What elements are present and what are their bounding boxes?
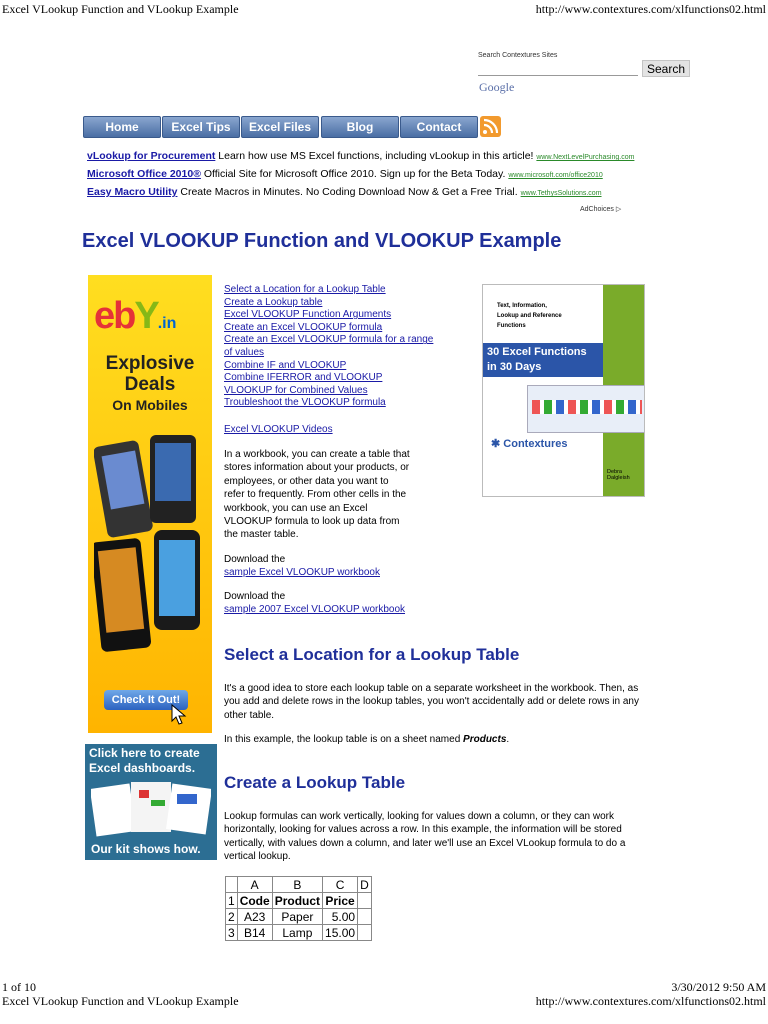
search-input[interactable] [478,60,638,76]
adchoices-icon: ▷ [615,206,622,213]
section-create-table-paragraph: Lookup formulas can work vertically, looking for values down a column, or they can work horizontally, looking for values across a row. In this example, the information will be stored vertically, with values down a column, and later we'll use an Excel VLookup formula to do a vertical lookup. [224,811,626,863]
header-url: http://www.contextures.com/xlfunctions02.html [535,2,766,16]
book-ad[interactable] [482,284,645,497]
google-logo: Google [479,80,515,94]
table-cell: A23 [237,909,272,925]
ad-row-2 [87,168,603,180]
section-heading-location: Select a Location for a Lookup Table [224,645,520,664]
ad-row-1 [87,150,634,162]
ad-2-url[interactable]: www.microsoft.com/office2010 [508,172,603,179]
phones-image [94,425,206,675]
toc-link[interactable]: Excel VLOOKUP Function Arguments [224,309,392,321]
ad-3-text: Create Macros in Minutes. No Coding Download Now & Get a Free Trial. [180,186,518,198]
table-row [226,925,372,941]
search-button[interactable]: Search [642,60,690,77]
table-cell: 1 [226,893,238,909]
table-cell: D [358,877,372,893]
dashboard-banner-ad[interactable] [85,744,217,860]
table-cell: Price [323,893,358,909]
table-row [226,909,372,925]
ad-2-text: Official Site for Microsoft Office 2010. Sign up for the Beta Today. [203,168,506,180]
table-cell: Code [237,893,272,909]
ad-3-url[interactable]: www.TethysSolutions.com [520,190,602,197]
toc-link[interactable]: Combine IF and VLOOKUP [224,359,347,371]
ad-1-text: Learn how use MS Excel functions, including vLookup in this article! [218,150,534,162]
book-brand: ✱ Contextures [491,438,568,450]
toc-link[interactable]: of values [224,346,265,358]
section-location-note: In this example, the lookup table is on a sheet named Products. [224,734,510,745]
toc-link[interactable]: Select a Location for a Lookup Table [224,284,386,295]
table-cell [358,909,372,925]
book-screenshot [527,385,645,433]
adchoices-link[interactable] [580,205,621,213]
ad-1-title[interactable]: vLookup for Procurement [87,150,216,162]
cursor-icon [170,703,188,727]
nav-excel-files-button[interactable]: Excel Files [241,116,319,138]
nav-home-button[interactable]: Home [83,116,161,138]
ad-1-url[interactable]: www.NextLevelPurchasing.com [536,154,635,161]
table-cell: B [272,877,322,893]
ebay-logo: ebY.in [94,295,177,337]
nav-blog-button[interactable]: Blog [321,116,399,138]
footer-url: http://www.contextures.com/xlfunctions02.html [535,994,766,1008]
table-cell [358,925,372,941]
table-cell: 5.00 [323,909,358,925]
ad-3-title[interactable]: Easy Macro Utility [87,186,178,198]
download-2007-sample-link[interactable]: sample 2007 Excel VLOOKUP workbook [224,604,406,616]
toc-link[interactable]: Create an Excel VLOOKUP formula for a range [224,334,434,346]
toc-link[interactable]: Create an Excel VLOOKUP formula [224,321,383,333]
toc-link[interactable]: Create a Lookup table [224,296,323,308]
intro-paragraph: In a workbook, you can create a table that stores information about your products, or employees, or other data you want to refer to frequently. From other cells in the workbook, you can use an Excel VLOOKUP formula to look up data from the master table. [224,449,410,541]
rss-icon[interactable] [480,116,501,137]
ad-2-title[interactable]: Microsoft Office 2010® [87,168,201,180]
nav-contact-button[interactable]: Contact [400,116,478,138]
lookup-table [225,876,372,941]
section-location-paragraph: It's a good idea to store each lookup table on a separate worksheet in the workbook. Then, as you add and delete rows in the lookup tables, you won't accidentally add or delete rows in any other table. [224,683,639,721]
ebay-headline: Explosive Deals On Mobiles [105,353,195,413]
table-of-contents [224,284,433,410]
table-cell: C [323,877,358,893]
table-cell: Lamp [272,925,322,941]
table-cell: 15.00 [323,925,358,941]
page-title: Excel VLOOKUP Function and VLOOKUP Example [82,230,562,252]
toc-link[interactable]: Troubleshoot the VLOOKUP formula [224,397,386,409]
table-cell: 3 [226,925,238,941]
footer-title: Excel VLookup Function and VLookup Example [2,994,239,1008]
ebay-check-it-out-button[interactable]: Check It Out! [104,690,188,710]
dash-ad-headline: Click here to create Excel dashboards. [89,746,200,775]
table-row [226,893,372,909]
toc-link[interactable]: VLOOKUP for Combined Values [224,384,368,396]
header-title: Excel VLookup Function and VLookup Example [2,2,239,16]
download-sample: Download the sample Excel VLOOKUP workbook [224,554,380,579]
nav-excel-tips-button[interactable]: Excel Tips [162,116,240,138]
ebay-banner-ad[interactable] [88,275,212,733]
table-cell: Product [272,893,322,909]
footer-datetime: 3/30/2012 9:50 AM [671,980,766,994]
adchoices-label: AdChoices [580,206,614,213]
table-cell: B14 [237,925,272,941]
book-author: Debra Dalgleish [607,469,630,481]
table-cell: Paper [272,909,322,925]
ad-row-3 [87,186,602,198]
dash-ad-tagline: Our kit shows how. [91,842,201,856]
table-cell: A [237,877,272,893]
table-cell [226,877,238,893]
table-cell: 2 [226,909,238,925]
videos-link[interactable]: Excel VLOOKUP Videos [224,424,333,435]
section-heading-create-table: Create a Lookup Table [224,773,406,792]
footer-page-count: 1 of 10 [2,980,36,994]
table-cell [358,893,372,909]
download-sample-link[interactable]: sample Excel VLOOKUP workbook [224,567,380,579]
contextures-logo-icon: ✱ [491,438,501,450]
download-2007-sample: Download the sample 2007 Excel VLOOKUP workbook [224,591,406,616]
toc-link[interactable]: Combine IFERROR and VLOOKUP [224,372,383,384]
dashboard-image [91,778,211,838]
book-subtitle: Text, Information, Lookup and Reference Functions [497,303,562,329]
book-title: 30 Excel Functions in 30 Days [483,343,603,377]
table-row [226,877,372,893]
search-label: Search Contextures Sites [478,52,558,59]
